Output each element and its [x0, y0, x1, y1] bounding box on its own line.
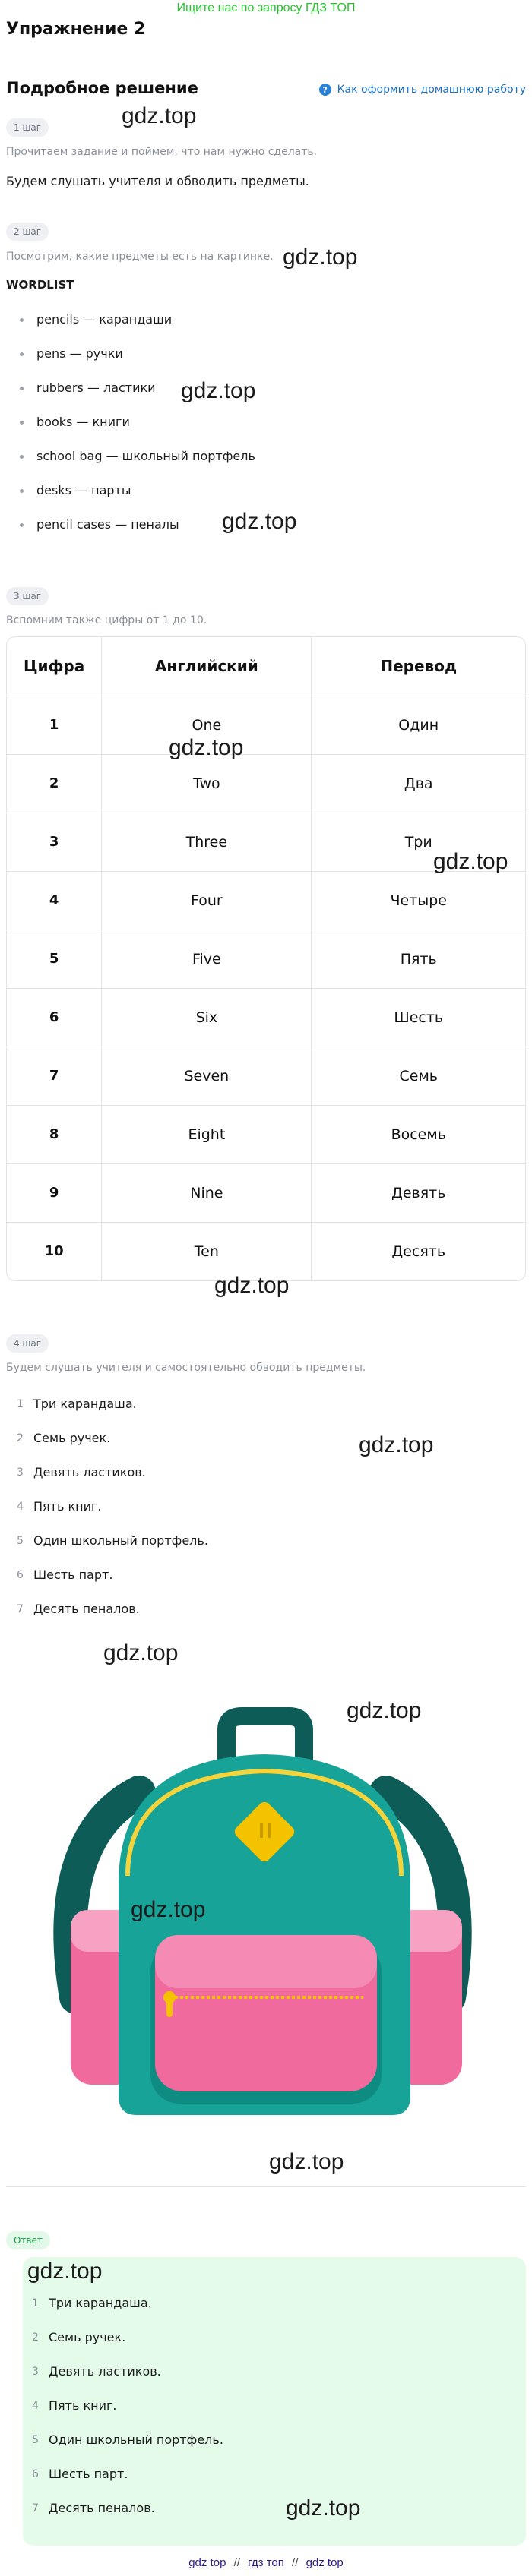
cell-digit: 1 [7, 696, 102, 754]
cell-english: One [102, 696, 312, 754]
list-item: 4 Пять книг. [17, 1499, 102, 1514]
watermark: gdz.top [433, 849, 508, 874]
table-row [7, 871, 525, 930]
list-item: 7 Десять пеналов. [32, 2501, 155, 2515]
wordlist-title: WORDLIST [6, 278, 74, 292]
cell-digit: 3 [7, 813, 102, 871]
footer-links [0, 2556, 532, 2569]
cell-english: Nine [102, 1163, 312, 1222]
table-row [7, 930, 525, 988]
table-row [7, 1105, 525, 1163]
list-item: 1 Три карандаша. [32, 2296, 152, 2310]
cell-digit: 2 [7, 754, 102, 813]
step-1-badge: 1 шаг [6, 118, 49, 137]
step-3-badge: 3 шаг [6, 587, 49, 605]
step-2-badge: 2 шаг [6, 223, 49, 241]
column-header-digit: Цифра [7, 637, 102, 696]
answer-badge: Ответ [6, 2231, 50, 2249]
table-row [7, 1046, 525, 1105]
cell-translation: Три [312, 813, 525, 871]
table-row [7, 988, 525, 1046]
watermark: gdz.top [286, 2496, 361, 2521]
wordlist [20, 311, 255, 551]
cell-english: Three [102, 813, 312, 871]
cell-translation: Пять [312, 930, 525, 988]
step-3-hint: Вспомним также цифры от 1 до 10. [6, 614, 207, 627]
cell-translation: Десять [391, 1242, 446, 1260]
search-banner[interactable]: Ищите нас по запросу ГДЗ ТОП [176, 2, 356, 14]
cell-digit: 7 [7, 1046, 102, 1105]
list-item: 5 Один школьный портфель. [17, 1533, 208, 1548]
howto-link[interactable] [319, 84, 526, 96]
backpack-illustration [6, 1640, 526, 2187]
exercise-title: Упражнение 2 [6, 20, 146, 39]
list-item: 3 Девять ластиков. [32, 2364, 161, 2379]
watermark: gdz.top [169, 735, 244, 760]
list-item: books — книги [20, 414, 255, 448]
list-item: pencils — карандаши [20, 311, 255, 346]
cell-english: Four [102, 871, 312, 930]
column-header-english: Английский [102, 637, 312, 696]
list-item: pencil cases — пеналы [20, 516, 255, 551]
table-row [7, 1163, 525, 1222]
watermark: gdz.top [122, 103, 197, 128]
watermark: gdz.top [27, 2259, 103, 2284]
front-pocket-flap [155, 1935, 377, 1988]
list-item: 6 Шесть парт. [32, 2467, 128, 2481]
watermark: gdz.top [283, 245, 358, 270]
list-item: pens — ручки [20, 346, 255, 380]
cell-translation: Два [312, 754, 525, 813]
list-item: 2 Семь ручек. [17, 1431, 111, 1445]
cell-english: Eight [102, 1105, 312, 1163]
table-row [7, 754, 525, 813]
step-4-badge: 4 шаг [6, 1334, 49, 1353]
footer-link[interactable]: gdz top [306, 2556, 344, 2569]
cell-english: Six [102, 988, 312, 1046]
cell-digit: 6 [7, 988, 102, 1046]
cell-digit: 5 [7, 930, 102, 988]
answer-list [32, 2295, 223, 2534]
table-row [7, 696, 525, 754]
list-item: 7 Десять пеналов. [17, 1602, 140, 1616]
cell-english: Five [102, 930, 312, 988]
list-item: desks — парты [20, 482, 255, 516]
step-1-hint: Прочитаем задание и поймем, что нам нужно сделать. [6, 146, 318, 158]
step-4-hint: Будем слушать учителя и самостоятельно обводить предметы. [6, 1362, 366, 1374]
cell-digit: 9 [7, 1163, 102, 1222]
cell-digit: 4 [7, 871, 102, 930]
cell-english: Seven [102, 1046, 312, 1105]
step-1-text: Будем слушать учителя и обводить предметы. [6, 174, 309, 188]
step-2-hint: Посмотрим, какие предметы есть на картинке. [6, 251, 274, 263]
howto-link-label: Как оформить домашнюю работу [337, 84, 526, 96]
cell-translation: Один [312, 696, 525, 754]
cell-english: Two [102, 754, 312, 813]
cell-translation: Шесть [312, 988, 525, 1046]
table-row [7, 1222, 525, 1280]
watermark: gdz.top [222, 509, 297, 534]
step-4-list [17, 1396, 208, 1635]
watermark: gdz.top [347, 1698, 422, 1723]
cell-digit: 10 [7, 1222, 102, 1280]
cell-translation: Восемь [312, 1105, 525, 1163]
cell-translation: Девять [312, 1163, 525, 1222]
footer-link[interactable]: gdz top [188, 2556, 226, 2569]
answer-box [23, 2257, 526, 2546]
list-item: 1 Три карандаша. [17, 1397, 137, 1411]
cell-translation: Семь [312, 1046, 525, 1105]
numbers-table [6, 636, 526, 1281]
watermark: gdz.top [269, 2149, 344, 2174]
watermark: gdz.top [359, 1432, 434, 1457]
solution-title: Подробное решение [6, 79, 198, 97]
footer-separator: // [233, 2556, 240, 2569]
watermark: gdz.top [214, 1273, 290, 1298]
watermark: gdz.top [103, 1640, 179, 1665]
list-item: rubbers — ластики [20, 380, 255, 414]
footer-separator: // [292, 2556, 299, 2569]
question-circle-icon: ? [319, 84, 331, 96]
list-item: 3 Девять ластиков. [17, 1465, 146, 1479]
cell-digit: 8 [7, 1105, 102, 1163]
list-item: 2 Семь ручек. [32, 2330, 126, 2344]
list-item: 4 Пять книг. [32, 2398, 117, 2413]
list-item: 6 Шесть парт. [17, 1567, 113, 1582]
cell-translation: Четыре [312, 871, 525, 930]
list-item: school bag — школьный портфель [20, 448, 255, 482]
column-header-translation: Перевод [312, 637, 525, 696]
watermark: gdz.top [131, 1897, 206, 1922]
cell-english: Ten [102, 1222, 312, 1280]
footer-link[interactable]: гдз топ [248, 2556, 284, 2569]
watermark: gdz.top [181, 378, 256, 403]
list-item: 5 Один школьный портфель. [32, 2432, 223, 2447]
